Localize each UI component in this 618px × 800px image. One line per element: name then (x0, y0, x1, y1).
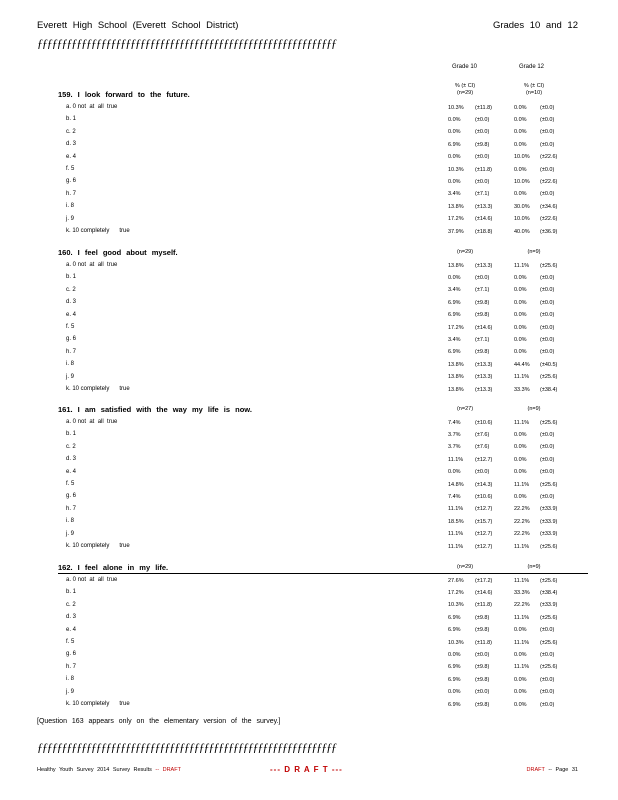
ci-grade12: (±25.6) (540, 262, 558, 269)
ci-grade10: (±13.3) (475, 374, 493, 381)
pct-grade10: 11.1% (448, 543, 464, 550)
column-header-grade12: Grade 12 (519, 64, 545, 70)
pct-grade10: 18.5% (448, 518, 464, 525)
pct-grade12: 0.0% (514, 274, 527, 281)
ci-grade12: (±33.9) (540, 531, 558, 538)
answer-option-label: g. 6 (66, 493, 77, 500)
answer-option-label: e. 4 (66, 468, 77, 475)
ci-grade10: (±0.0) (475, 178, 490, 185)
ci-grade12: (±0.0) (540, 312, 555, 319)
ci-grade12: (±33.9) (540, 602, 558, 609)
pct-ci-header-grade10 (440, 83, 490, 97)
pct-grade10: 11.1% (448, 456, 464, 463)
pct-grade12: 0.0% (514, 493, 527, 500)
n-grade12: (n=9) (527, 406, 541, 412)
pct-grade12: 0.0% (514, 456, 527, 463)
answer-option-label: h. 7 (66, 348, 77, 355)
pct-grade10: 3.4% (448, 191, 461, 198)
ci-grade12: (±40.5) (540, 361, 558, 368)
pct-grade10: 0.0% (448, 116, 461, 123)
pct-grade12: 0.0% (514, 129, 527, 136)
pct-grade12: 44.4% (514, 361, 530, 368)
ci-grade12: (±0.0) (540, 129, 555, 136)
ci-grade10: (±9.8) (475, 349, 490, 356)
ci-grade12: (±0.0) (540, 191, 555, 198)
n-grade12: (n=9) (527, 564, 541, 570)
pct-grade12: 40.0% (514, 228, 530, 235)
ci-grade10: (±9.8) (475, 676, 490, 683)
answer-option-label: b. 1 (66, 589, 77, 596)
ci-grade12: (±38.4) (540, 589, 558, 596)
pct-grade10: 13.8% (448, 374, 464, 381)
ci-grade10: (±7.6) (475, 431, 490, 438)
ci-grade12: (±0.0) (540, 651, 555, 658)
header-school: Everett High School (Everett School District) (37, 20, 239, 31)
pct-grade12: 0.0% (514, 299, 527, 306)
answer-option-label: i. 8 (66, 676, 75, 683)
pct-grade10: 37.9% (448, 228, 464, 235)
pct-grade10: 7.4% (448, 493, 461, 500)
answer-option-label: e. 4 (66, 153, 77, 160)
question-title: 161. I am satisfied with the way my life is now. (58, 405, 252, 414)
ci-grade12: (±36.9) (540, 228, 558, 235)
pct-grade12: 11.1% (514, 577, 530, 584)
pct-grade12: 22.2% (514, 506, 530, 513)
pct-grade12: 22.2% (514, 602, 530, 609)
ci-grade12: (±0.0) (540, 141, 555, 148)
ci-grade10: (±13.3) (475, 386, 493, 393)
page-number: -- Page 31 (548, 767, 578, 773)
n-grade10: (n=29) (456, 249, 474, 255)
pct-grade12: 0.0% (514, 116, 527, 123)
ci-grade10: (±17.2) (475, 577, 493, 584)
pct-grade12: 0.0% (514, 627, 527, 634)
ci-grade12: (±22.6) (540, 178, 558, 185)
pct-grade12: 0.0% (514, 469, 527, 476)
ci-grade10: (±9.8) (475, 141, 490, 148)
ci-grade10: (±13.3) (475, 262, 493, 269)
answer-option-label: g. 6 (66, 651, 77, 658)
pct-grade12: 0.0% (514, 444, 527, 451)
ci-grade10: (±14.6) (475, 216, 493, 223)
pct-grade12: 11.1% (514, 419, 530, 426)
pct-grade10: 10.3% (448, 639, 464, 646)
pct-ci-header-grade12 (509, 83, 559, 97)
pct-grade10: 0.0% (448, 469, 461, 476)
answer-option-label: g. 6 (66, 336, 77, 343)
pct-grade12: 11.1% (514, 639, 530, 646)
ci-grade12: (±0.0) (540, 444, 555, 451)
answer-option-label: k. 10 completely true (66, 386, 130, 392)
pct-grade12: 22.2% (514, 531, 530, 538)
answer-option-label: j. 9 (66, 530, 75, 537)
ci-grade12: (±0.0) (540, 299, 555, 306)
pct-grade12: 11.1% (514, 374, 530, 381)
answer-option-label: c. 2 (66, 601, 76, 608)
pct-grade12: 10.0% (514, 154, 530, 161)
answer-option-label: k. 10 completely true (66, 701, 130, 707)
ci-grade10: (±13.3) (475, 203, 493, 210)
n-grade12: (n=9) (527, 249, 541, 255)
answer-option-label: c. 2 (66, 443, 76, 450)
ci-grade12: (±25.6) (540, 664, 558, 671)
ci-grade12: (±0.0) (540, 493, 555, 500)
question-note: [Question 163 appears only on the elementary version of the survey.] (37, 718, 281, 725)
ci-grade10: (±10.6) (475, 493, 493, 500)
ci-grade10: (±14.3) (475, 481, 493, 488)
ci-grade10: (±0.0) (475, 274, 490, 281)
pct-grade10: 0.0% (448, 274, 461, 281)
ci-grade10: (±10.6) (475, 419, 493, 426)
pct-grade12: 0.0% (514, 104, 527, 111)
pct-grade10: 6.9% (448, 614, 461, 621)
pct-grade12: 0.0% (514, 676, 527, 683)
ci-grade12: (±25.6) (540, 577, 558, 584)
n-grade10: (n=29) (456, 564, 474, 570)
ci-grade12: (±33.9) (540, 506, 558, 513)
ci-grade12: (±0.0) (540, 701, 555, 708)
answer-option-label: e. 4 (66, 311, 77, 318)
pct-grade12: 33.3% (514, 386, 530, 393)
pct-grade10: 3.4% (448, 287, 461, 294)
ci-grade10: (±12.7) (475, 543, 493, 550)
ci-grade12: (±0.0) (540, 456, 555, 463)
pct-grade10: 14.8% (448, 481, 464, 488)
ci-grade12: (±38.4) (540, 386, 558, 393)
pct-grade10: 6.9% (448, 349, 461, 356)
footer-right (527, 767, 578, 773)
pct-grade12: 30.0% (514, 203, 530, 210)
pct-grade10: 6.9% (448, 299, 461, 306)
pct-grade10: 17.2% (448, 589, 464, 596)
pct-grade12: 0.0% (514, 651, 527, 658)
answer-option-label: d. 3 (66, 456, 77, 463)
footer-left-draft: -- DRAFT (155, 767, 181, 773)
question-title: 160. I feel good about myself. (58, 248, 178, 257)
ci-grade12: (±0.0) (540, 324, 555, 331)
answer-option-label: j. 9 (66, 373, 75, 380)
pct-grade10: 10.3% (448, 602, 464, 609)
ci-grade10: (±7.1) (475, 336, 490, 343)
question-underline (58, 573, 588, 574)
ci-grade12: (±25.6) (540, 543, 558, 550)
pct-grade12: 33.3% (514, 589, 530, 596)
answer-option-label: e. 4 (66, 626, 77, 633)
pct-grade10: 6.9% (448, 312, 461, 319)
ci-grade12: (±34.6) (540, 203, 558, 210)
question-title: 162. I feel alone in my life. (58, 563, 169, 572)
header-grades: Grades 10 and 12 (492, 20, 578, 31)
pct-grade10: 6.9% (448, 701, 461, 708)
pct-grade12: 0.0% (514, 431, 527, 438)
pct-grade10: 27.6% (448, 577, 464, 584)
answer-option-label: i. 8 (66, 518, 75, 525)
pct-grade10: 13.8% (448, 262, 464, 269)
pct-grade10: 17.2% (448, 216, 464, 223)
answer-option-label: f. 5 (66, 324, 75, 330)
ci-grade10: (±11.8) (475, 602, 492, 609)
footer-survey-name: Healthy Youth Survey 2014 Survey Results (37, 767, 152, 773)
pct-grade10: 7.4% (448, 419, 461, 426)
answer-option-label: f. 5 (66, 639, 75, 645)
answer-option-label: c. 2 (66, 286, 76, 293)
pct-grade12: 0.0% (514, 191, 527, 198)
pct-grade12: 10.0% (514, 178, 530, 185)
pct-grade10: 0.0% (448, 129, 461, 136)
pct-grade10: 13.8% (448, 361, 464, 368)
ci-grade10: (±0.0) (475, 129, 490, 136)
pct-grade10: 10.3% (448, 166, 464, 173)
n-grade12: (n=10) (525, 90, 543, 96)
ci-grade12: (±0.0) (540, 104, 555, 111)
ci-grade10: (±9.8) (475, 701, 490, 708)
pct-grade10: 10.3% (448, 104, 464, 111)
pct-grade12: 0.0% (514, 349, 527, 356)
pct-grade10: 13.8% (448, 386, 464, 393)
ci-grade10: (±0.0) (475, 469, 490, 476)
ci-grade12: (±0.0) (540, 689, 555, 696)
pct-grade10: 0.0% (448, 651, 461, 658)
bottom-separator: ƒƒƒƒƒƒƒƒƒƒƒƒƒƒƒƒƒƒƒƒƒƒƒƒƒƒƒƒƒƒƒƒƒƒƒƒƒƒƒƒƒƒƒƒƒƒƒƒƒƒƒƒƒƒƒƒƒƒƒƒƒ (37, 740, 336, 754)
ci-grade10: (±9.8) (475, 627, 490, 634)
ci-grade12: (±0.0) (540, 469, 555, 476)
ci-grade10: (±12.7) (475, 506, 493, 513)
ci-grade12: (±0.0) (540, 676, 555, 683)
ci-grade12: (±25.6) (540, 614, 558, 621)
pct-grade10: 6.9% (448, 627, 461, 634)
pct-grade10: 11.1% (448, 531, 464, 538)
answer-option-label: a. 0 not at all true (66, 262, 118, 268)
ci-grade12: (±0.0) (540, 274, 555, 281)
answer-option-label: i. 8 (66, 361, 75, 368)
pct-grade12: 0.0% (514, 287, 527, 294)
ci-grade10: (±18.8) (475, 228, 493, 235)
ci-grade10: (±14.6) (475, 589, 493, 596)
answer-option-label: a. 0 not at all true (66, 577, 118, 583)
pct-grade12: 0.0% (514, 312, 527, 319)
ci-grade12: (±0.0) (540, 349, 555, 356)
pct-grade12: 0.0% (514, 166, 527, 173)
answer-option-label: j. 9 (66, 688, 75, 695)
pct-grade12: 11.1% (514, 664, 530, 671)
ci-grade10: (±9.8) (475, 312, 490, 319)
footer-right-draft: DRAFT (526, 767, 545, 773)
answer-option-label: h. 7 (66, 190, 77, 197)
pct-grade12: 11.1% (514, 262, 530, 269)
pct-grade12: 11.1% (514, 614, 530, 621)
answer-option-label: k. 10 completely true (66, 543, 130, 549)
ci-grade10: (±9.8) (475, 614, 490, 621)
ci-grade10: (±12.7) (475, 456, 493, 463)
answer-option-label: a. 0 not at all true (66, 419, 118, 425)
answer-option-label: d. 3 (66, 141, 77, 148)
ci-grade10: (±0.0) (475, 689, 490, 696)
ci-grade10: (±15.7) (475, 518, 493, 525)
pct-ci-label: % (± CI) (523, 83, 545, 89)
pct-grade12: 0.0% (514, 336, 527, 343)
answer-option-label: i. 8 (66, 203, 75, 210)
pct-grade10: 11.1% (448, 506, 464, 513)
ci-grade12: (±25.6) (540, 419, 558, 426)
n-grade10: (n=27) (456, 406, 474, 412)
ci-grade10: (±0.0) (475, 116, 490, 123)
ci-grade12: (±33.9) (540, 518, 558, 525)
answer-option-label: j. 9 (66, 215, 75, 222)
pct-grade10: 0.0% (448, 689, 461, 696)
pct-grade12: 22.2% (514, 518, 530, 525)
pct-grade12: 0.0% (514, 701, 527, 708)
answer-option-label: k. 10 completely true (66, 228, 130, 234)
ci-grade10: (±7.1) (475, 287, 490, 294)
ci-grade10: (±0.0) (475, 651, 490, 658)
ci-grade10: (±9.8) (475, 664, 490, 671)
answer-option-label: b. 1 (66, 431, 77, 438)
ci-grade12: (±0.0) (540, 287, 555, 294)
pct-grade12: 0.0% (514, 324, 527, 331)
ci-grade10: (±11.8) (475, 104, 492, 111)
pct-grade12: 0.0% (514, 689, 527, 696)
ci-grade12: (±0.0) (540, 431, 555, 438)
ci-grade10: (±7.6) (475, 444, 490, 451)
ci-grade10: (±14.6) (475, 324, 493, 331)
ci-grade12: (±0.0) (540, 166, 555, 173)
ci-grade10: (±12.7) (475, 531, 493, 538)
pct-grade10: 0.0% (448, 178, 461, 185)
answer-option-label: a. 0 not at all true (66, 104, 118, 110)
answer-option-label: f. 5 (66, 481, 75, 487)
pct-grade12: 11.1% (514, 481, 530, 488)
answer-option-label: h. 7 (66, 663, 77, 670)
pct-grade10: 17.2% (448, 324, 464, 331)
answer-option-label: b. 1 (66, 116, 77, 123)
ci-grade12: (±22.6) (540, 154, 558, 161)
ci-grade10: (±7.1) (475, 191, 490, 198)
pct-grade12: 0.0% (514, 141, 527, 148)
pct-ci-label: % (± CI) (454, 83, 476, 89)
ci-grade10: (±9.8) (475, 299, 490, 306)
answer-option-label: g. 6 (66, 178, 77, 185)
answer-option-label: f. 5 (66, 166, 75, 172)
pct-grade10: 3.7% (448, 431, 461, 438)
ci-grade10: (±11.8) (475, 166, 492, 173)
pct-grade10: 13.8% (448, 203, 464, 210)
ci-grade12: (±0.0) (540, 627, 555, 634)
column-header-grade10: Grade 10 (452, 64, 478, 70)
top-separator: ƒƒƒƒƒƒƒƒƒƒƒƒƒƒƒƒƒƒƒƒƒƒƒƒƒƒƒƒƒƒƒƒƒƒƒƒƒƒƒƒƒƒƒƒƒƒƒƒƒƒƒƒƒƒƒƒƒƒƒƒƒ (37, 36, 336, 50)
footer-left (37, 767, 181, 773)
question-title: 159. I look forward to the future. (58, 90, 190, 99)
pct-grade10: 3.7% (448, 444, 461, 451)
pct-grade10: 3.4% (448, 336, 461, 343)
answer-option-label: b. 1 (66, 274, 77, 281)
pct-grade10: 6.9% (448, 141, 461, 148)
ci-grade12: (±25.6) (540, 481, 558, 488)
answer-option-label: c. 2 (66, 128, 76, 135)
pct-grade10: 0.0% (448, 154, 461, 161)
n-grade10: (n=29) (456, 90, 474, 96)
ci-grade12: (±25.6) (540, 639, 558, 646)
pct-grade12: 11.1% (514, 543, 530, 550)
ci-grade10: (±13.3) (475, 361, 493, 368)
pct-grade10: 6.9% (448, 676, 461, 683)
answer-option-label: h. 7 (66, 505, 77, 512)
answer-option-label: d. 3 (66, 614, 77, 621)
ci-grade10: (±11.8) (475, 639, 492, 646)
ci-grade10: (±0.0) (475, 154, 490, 161)
ci-grade12: (±0.0) (540, 336, 555, 343)
pct-grade10: 6.9% (448, 664, 461, 671)
answer-option-label: d. 3 (66, 299, 77, 306)
ci-grade12: (±0.0) (540, 116, 555, 123)
ci-grade12: (±22.6) (540, 216, 558, 223)
ci-grade12: (±25.6) (540, 374, 558, 381)
footer-center-draft: --- D R A F T --- (270, 765, 343, 774)
pct-grade12: 10.0% (514, 216, 530, 223)
